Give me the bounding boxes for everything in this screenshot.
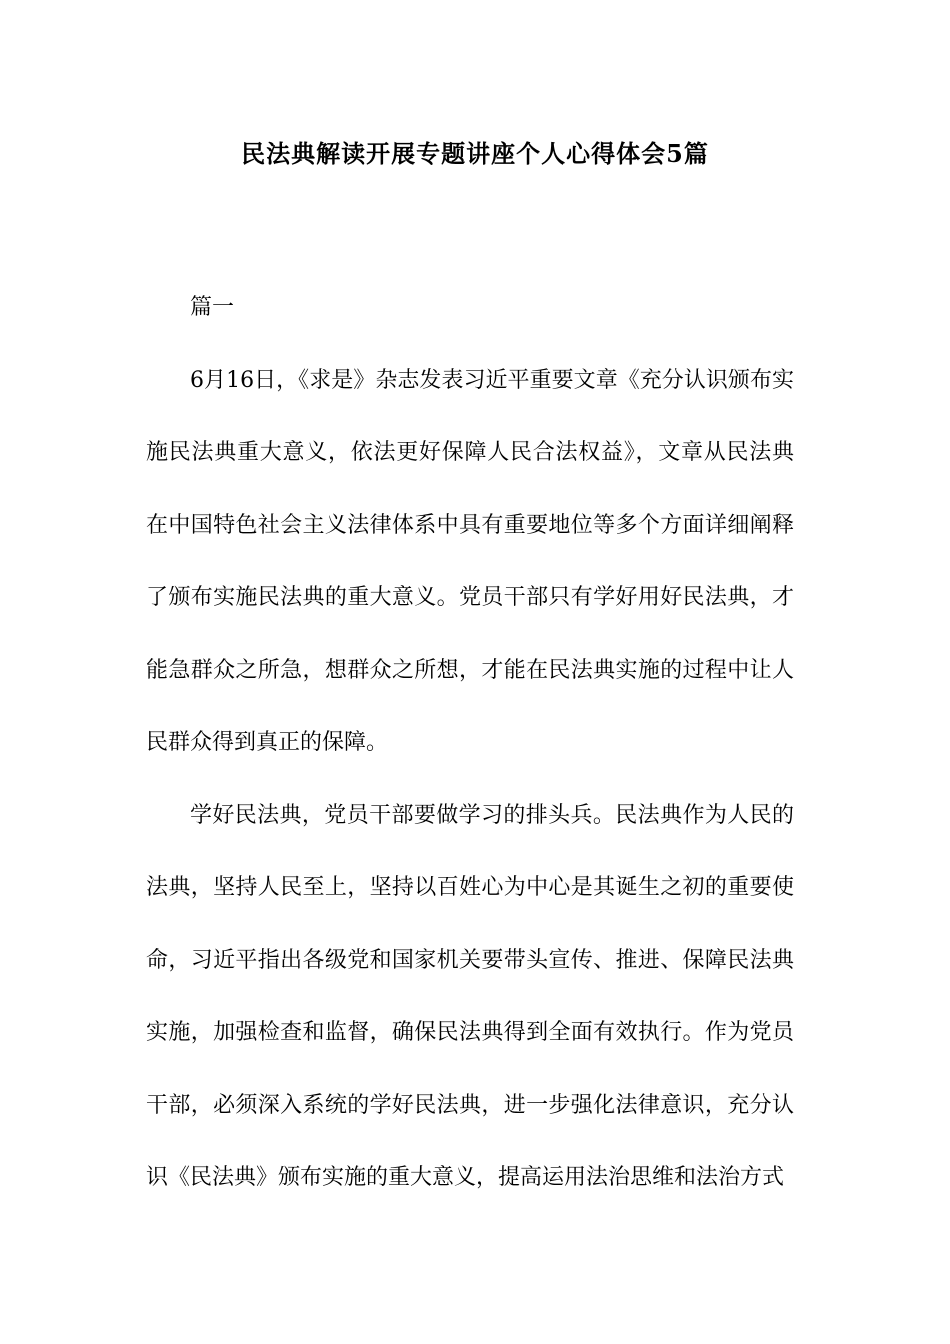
document-title: 民法典解读开展专题讲座个人心得体会5篇 [241,139,709,168]
document-body [146,272,794,1215]
section-heading: 篇一 [190,295,235,320]
body-paragraph: 学好民法典，党员干部要做学习的排头兵。民法典作为人民的法典，坚持人民至上，坚持以百姓心为中心是其诞生之初的重要使命，习近平指出各级党和国家机关要带头宣传、推进、保障民法典实施，加强检查和监督，确保民法典得到全面有效执行。作为党员干部，必须深入系统的学好民法典，进一步强化法律意识，充分认识《民法典》颁布实施的重大意义，提高运用法治思维和法治方式 [146,802,794,1190]
body-paragraph: 6月16日，《求是》杂志发表习近平重要文章《充分认识颁布实施民法典重大意义，依法更好保障人民合法权益》，文章从民法典在中国特色社会主义法律体系中具有重要地位等多个方面详细阐释了颁布实施民法典的重大意义。党员干部只有学好用好民法典，才能急群众之所急，想群众之所想，才能在民法典实施的过程中让人民群众得到真正的保障。 [146,367,794,755]
